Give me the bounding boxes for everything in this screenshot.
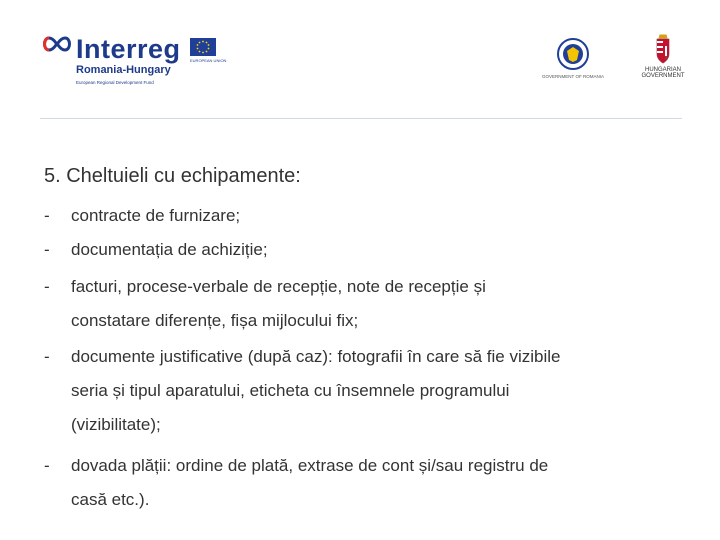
logo-text: Interreg [76,34,181,64]
romania-government-label: GOVERNMENT OF ROMANIA [542,74,604,79]
hungary-government-label [636,67,690,79]
list-item-line: dovada plății: ordine de plată, extrase de cont și/sau registru de [71,456,549,475]
program-fund: European Regional Development Fund [76,80,154,85]
list-item-line: facturi, procese-verbale de recepție, note de recepție și [71,277,486,296]
header [0,0,720,120]
eu-caption: EUROPEAN UNION [190,58,227,63]
list-item-line: seria și tipul aparatului, eticheta cu însemnele programului [71,381,510,400]
list-item-line: documente justificative (după caz): fotografii în care să fie vizibile [71,347,561,366]
list-item-text [71,340,711,442]
header-divider [40,118,682,119]
page-title: 5. Cheltuieli cu echipamente: [44,165,301,187]
list-item-text [71,449,711,517]
program-name: Romania-Hungary [76,64,171,76]
list-item-line: casă etc.). [71,490,150,509]
list-bullet: - [44,277,50,296]
hungary-government-label-line2: GOVERNMENT [641,73,685,79]
list-bullet: - [44,240,50,259]
list-item-line: contracte de furnizare; [71,206,241,225]
romania-coat-of-arms-icon [555,36,591,72]
romania-government-logo [538,36,608,84]
list-item-line: documentația de achiziție; [71,240,268,259]
hungary-government-label-line1: HUNGARIAN [644,67,681,73]
list-bullet: - [44,206,50,225]
list-item-text [71,233,711,267]
hungary-coat-of-arms-icon [640,34,686,66]
interreg-logo [40,34,225,90]
list-item-text [71,199,711,233]
hungary-government-logo [640,34,686,84]
list-item-line: (vizibilitate); [71,415,161,434]
list-bullet: - [44,456,50,475]
list-item-text [71,270,711,338]
interreg-infinity-icon [40,34,74,54]
list-bullet: - [44,347,50,366]
eu-flag-icon [190,38,216,56]
list-item-line: constatare diferențe, fișa mijlocului fix; [71,311,359,330]
